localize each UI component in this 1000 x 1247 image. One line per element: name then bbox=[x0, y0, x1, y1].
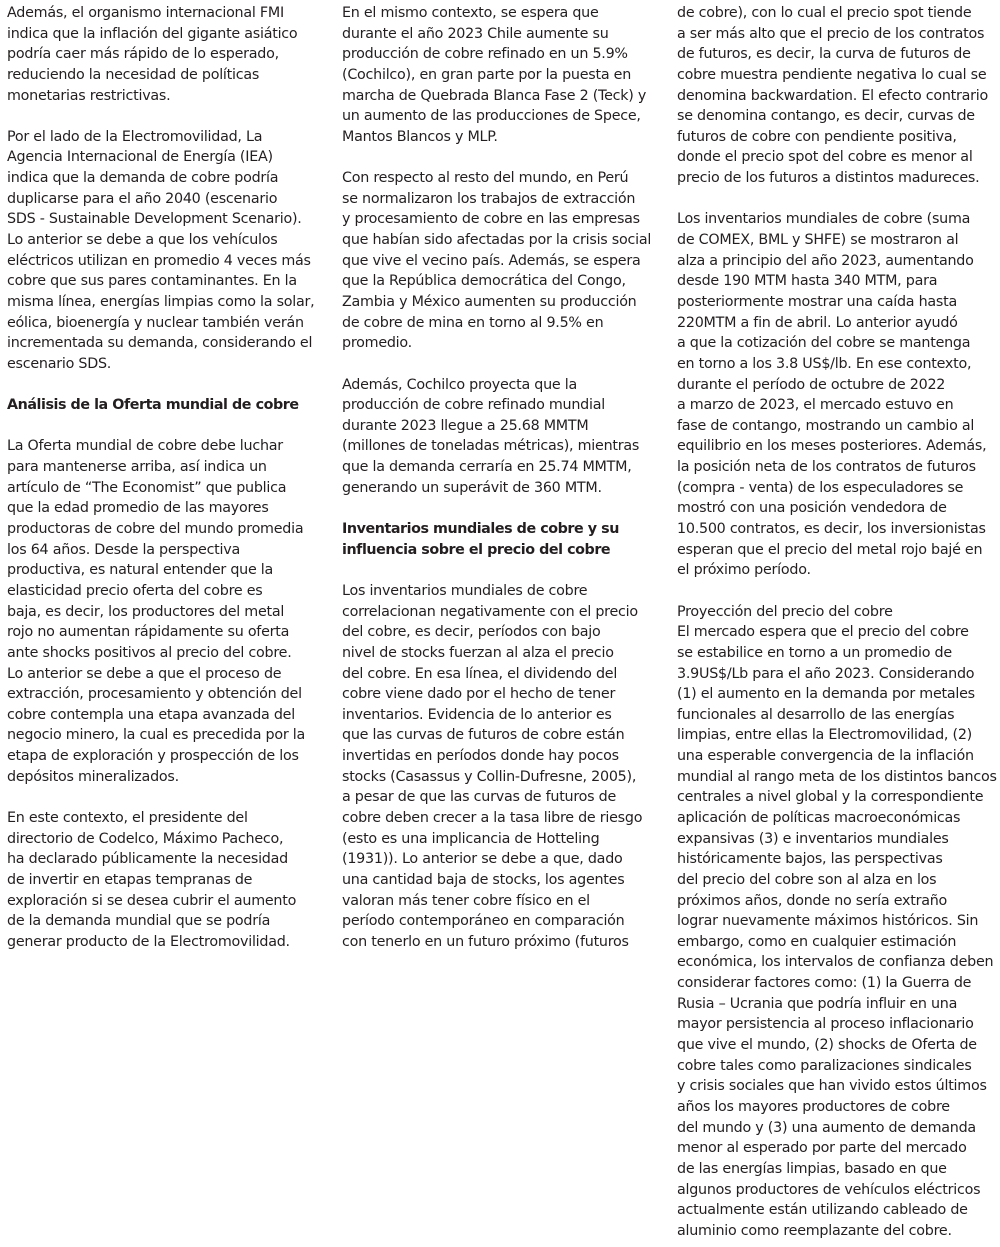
text-line: a que la cotización del cobre se mantenga bbox=[677, 335, 971, 352]
text-line: del precio del cobre son al alza en los bbox=[677, 871, 937, 888]
paragraph-gap bbox=[677, 581, 999, 602]
text-line: considerar factores como: (1) la Guerra de bbox=[677, 975, 972, 992]
text-line: rojo no aumentan rápidamente su oferta bbox=[7, 624, 290, 641]
paragraph-gap bbox=[342, 560, 664, 581]
text-line: extracción, procesamiento y obtención del bbox=[7, 686, 302, 703]
text-line: a marzo de 2023, el mercado estuvo en bbox=[677, 397, 954, 414]
text-line: mayor persistencia al proceso inflacionario bbox=[677, 1016, 974, 1033]
text-line: lograr nuevamente máximos históricos. Sin bbox=[677, 913, 979, 930]
text-line: Por el lado de la Electromovilidad, La bbox=[7, 128, 263, 145]
text-line: exploración si se desea cubrir el aumento bbox=[7, 892, 297, 909]
text-line: Lo anterior se debe a que los vehículos bbox=[7, 232, 278, 249]
text-line: de futuros, es decir, la curva de futuros de bbox=[677, 46, 971, 63]
text-line: que la edad promedio de las mayores bbox=[7, 500, 269, 517]
text-line: esperan que el precio del metal rojo bajé en bbox=[677, 541, 983, 558]
text-line: alza a principio del año 2023, aumentando bbox=[677, 252, 974, 269]
text-line: eléctricos utilizan en promedio 4 veces más bbox=[7, 252, 311, 269]
paragraph bbox=[7, 127, 323, 375]
paragraph bbox=[342, 581, 664, 953]
text-line: precio de los futuros a distintos madureces. bbox=[677, 170, 980, 187]
text-line: del cobre. En esa línea, el dividendo del bbox=[342, 665, 618, 682]
text-line: SDS - Sustainable Development Scenario). bbox=[7, 211, 302, 228]
text-line: Inventarios mundiales de cobre y su bbox=[342, 521, 619, 538]
text-line: cobre que sus pares contaminantes. En la bbox=[7, 273, 297, 290]
text-line: fase de contango, mostrando un cambio al bbox=[677, 417, 975, 434]
text-line: algunos productores de vehículos eléctricos bbox=[677, 1181, 981, 1198]
text-line: Los inventarios mundiales de cobre (suma bbox=[677, 211, 971, 228]
text-line: futuros de cobre con pendiente positiva, bbox=[677, 128, 957, 145]
text-line: y crisis sociales que han vivido estos últimos bbox=[677, 1078, 987, 1095]
text-line: aplicación de políticas macroeconómicas bbox=[677, 809, 961, 826]
text-line: escenario SDS. bbox=[7, 355, 112, 372]
text-line: influencia sobre el precio del cobre bbox=[342, 541, 611, 558]
text-line: valoran más tener cobre físico en el bbox=[342, 892, 590, 909]
text-line: que la demanda cerraría en 25.74 MMTM, bbox=[342, 459, 632, 476]
text-line: Zambia y México aumenten su producción bbox=[342, 293, 637, 310]
paragraph bbox=[342, 168, 664, 354]
paragraph-gap bbox=[342, 354, 664, 375]
text-line: funcionales al desarrollo de las energías bbox=[677, 706, 955, 723]
text-line: Además, Cochilco proyecta que la bbox=[342, 376, 577, 393]
text-line: históricamente bajos, las perspectivas bbox=[677, 851, 943, 868]
text-line: y procesamiento de cobre en las empresas bbox=[342, 211, 640, 228]
text-line: actualmente están utilizando cableado de bbox=[677, 1202, 968, 1219]
text-line: (esto es una implicancia de Hotteling bbox=[342, 830, 600, 847]
text-line: cobre tales como paralizaciones sindicales bbox=[677, 1057, 972, 1074]
section-heading bbox=[7, 395, 323, 416]
text-line: que vive el mundo, (2) shocks de Oferta de bbox=[677, 1037, 977, 1054]
text-line: stocks (Casassus y Collin-Dufresne, 2005), bbox=[342, 768, 637, 785]
text-line: elasticidad precio oferta del cobre es bbox=[7, 582, 263, 599]
section-heading bbox=[342, 519, 664, 560]
text-line: denomina backwardation. El efecto contrario bbox=[677, 87, 989, 104]
text-line: mundial al rango meta de los distintos bancos bbox=[677, 768, 997, 785]
text-line: desde 190 MTM hasta 340 MTM, para bbox=[677, 273, 938, 290]
text-line: donde el precio spot del cobre es menor al bbox=[677, 149, 973, 166]
text-line: a pesar de que las curvas de futuros de bbox=[342, 789, 617, 806]
text-line: marcha de Quebrada Blanca Fase 2 (Teck) y bbox=[342, 87, 647, 104]
text-line: que la República democrática del Congo, bbox=[342, 273, 626, 290]
text-line: expansivas (3) e inventarios mundiales bbox=[677, 830, 949, 847]
text-column-3 bbox=[677, 3, 999, 1241]
text-line: menor al esperado por parte del mercado bbox=[677, 1140, 967, 1157]
text-line: que vive el vecino país. Además, se espera bbox=[342, 252, 641, 269]
text-line: baja, es decir, los productores del metal bbox=[7, 603, 285, 620]
text-line: un aumento de las producciones de Spece, bbox=[342, 108, 641, 125]
text-line: período contemporáneo en comparación bbox=[342, 913, 625, 930]
text-line: se estabilice en torno a un promedio de bbox=[677, 644, 952, 661]
text-line: productoras de cobre del mundo promedia bbox=[7, 521, 304, 538]
text-line: cobre contempla una etapa avanzada del bbox=[7, 706, 295, 723]
text-line: una esperable convergencia de la inflación bbox=[677, 748, 974, 765]
text-line: del cobre, es decir, períodos con bajo bbox=[342, 624, 601, 641]
text-line: Además, el organismo internacional FMI bbox=[7, 5, 284, 21]
text-line: promedio. bbox=[342, 335, 412, 352]
text-line: se denomina contango, es decir, curvas de bbox=[677, 108, 975, 125]
paragraph-gap bbox=[7, 375, 323, 396]
text-line: durante 2023 llegue a 25.68 MMTM bbox=[342, 417, 589, 434]
text-line: depósitos mineralizados. bbox=[7, 768, 179, 785]
text-line: cobre deben crecer a la tasa libre de riesgo bbox=[342, 809, 643, 826]
text-line: ante shocks positivos al precio del cobre. bbox=[7, 644, 292, 661]
text-line: embargo, como en cualquier estimación bbox=[677, 933, 957, 950]
text-line: (1931)). Lo anterior se debe a que, dado bbox=[342, 851, 623, 868]
paragraph bbox=[7, 808, 323, 952]
text-line: misma línea, energías limpias como la solar, bbox=[7, 293, 315, 310]
text-line: inventarios. Evidencia de lo anterior es bbox=[342, 706, 612, 723]
text-line: reduciendo la necesidad de políticas bbox=[7, 66, 260, 83]
text-line: económica, los intervalos de confianza deben bbox=[677, 954, 994, 971]
paragraph bbox=[7, 436, 323, 787]
text-line: directorio de Codelco, Máximo Pacheco, bbox=[7, 830, 284, 847]
text-line: invertidas en períodos donde hay pocos bbox=[342, 748, 619, 765]
text-line: 3.9US$/Lb para el año 2023. Considerando bbox=[677, 665, 975, 682]
text-line: correlacionan negativamente con el precio bbox=[342, 603, 638, 620]
text-line: años los mayores productores de cobre bbox=[677, 1098, 950, 1115]
text-line: en torno a los 3.8 US$/lb. En ese contexto, bbox=[677, 355, 972, 372]
paragraph-gap bbox=[342, 498, 664, 519]
text-line: etapa de exploración y prospección de los bbox=[7, 748, 299, 765]
text-line: posteriormente mostrar una caída hasta bbox=[677, 293, 957, 310]
text-line: de la demanda mundial que se podría bbox=[7, 913, 271, 930]
paragraph-gap bbox=[7, 416, 323, 437]
text-line: cobre viene dado por el hecho de tener bbox=[342, 686, 616, 703]
text-line: aluminio como reemplazante del cobre. bbox=[677, 1222, 952, 1239]
text-line: Con respecto al resto del mundo, en Perú bbox=[342, 170, 629, 187]
text-line: cobre muestra pendiente negativa lo cual se bbox=[677, 66, 987, 83]
text-line: durante el año 2023 Chile aumente su bbox=[342, 25, 609, 42]
text-line: (millones de toneladas métricas), mientras bbox=[342, 438, 640, 455]
text-line: productiva, es natural entender que la bbox=[7, 562, 274, 579]
text-line: generando un superávit de 360 MTM. bbox=[342, 479, 602, 496]
paragraph bbox=[677, 209, 999, 581]
text-line: de COMEX, BML y SHFE) se mostraron al bbox=[677, 232, 959, 249]
text-line: 10.500 contratos, es decir, los inversionistas bbox=[677, 521, 986, 538]
text-line: de cobre de mina en torno al 9.5% en bbox=[342, 314, 604, 331]
paragraph bbox=[342, 375, 664, 499]
text-line: el próximo período. bbox=[677, 562, 811, 579]
paragraph bbox=[677, 3, 999, 189]
text-line: mostró con una posición vendedora de bbox=[677, 500, 947, 517]
text-line: (Cochilco), en gran parte por la puesta en bbox=[342, 66, 632, 83]
text-line: duplicarse para el año 2040 (escenario bbox=[7, 190, 278, 207]
text-line: de las energías limpias, basado en que bbox=[677, 1160, 947, 1177]
text-line: se normalizaron los trabajos de extracción bbox=[342, 190, 636, 207]
text-line: próximos años, donde no sería extraño bbox=[677, 892, 948, 909]
text-line: durante el período de octubre de 2022 bbox=[677, 376, 946, 393]
paragraph bbox=[7, 3, 323, 106]
paragraph bbox=[677, 602, 999, 1242]
text-line: a ser más alto que el precio de los contratos bbox=[677, 25, 985, 42]
text-line: Los inventarios mundiales de cobre bbox=[342, 582, 588, 599]
text-line: de invertir en etapas tempranas de bbox=[7, 871, 253, 888]
text-line: eólica, bioenergía y nuclear también verán bbox=[7, 314, 304, 331]
text-line: la posición neta de los contratos de futuros bbox=[677, 459, 976, 476]
text-line: una cantidad baja de stocks, los agentes bbox=[342, 871, 625, 888]
text-line: Mantos Blancos y MLP. bbox=[342, 128, 498, 145]
text-line: En el mismo contexto, se espera que bbox=[342, 5, 599, 21]
text-line: indica que la demanda de cobre podría bbox=[7, 170, 279, 187]
text-line: Proyección del precio del cobre bbox=[677, 603, 893, 620]
text-column-1 bbox=[7, 3, 323, 952]
text-line: que las curvas de futuros de cobre están bbox=[342, 727, 625, 744]
paragraph-gap bbox=[7, 787, 323, 808]
paragraph-gap bbox=[7, 106, 323, 127]
text-column-2 bbox=[342, 3, 664, 952]
text-line: Agencia Internacional de Energía (IEA) bbox=[7, 149, 273, 166]
text-line: producción de cobre refinado en un 5.9% bbox=[342, 46, 628, 63]
text-line: con tenerlo en un futuro próximo (futuros bbox=[342, 933, 629, 950]
text-line: indica que la inflación del gigante asiático bbox=[7, 25, 298, 42]
text-line: El mercado espera que el precio del cobre bbox=[677, 624, 969, 641]
text-line: de cobre), con lo cual el precio spot tiende bbox=[677, 5, 972, 21]
text-line: para mantenerse arriba, así indica un bbox=[7, 459, 267, 476]
text-line: negocio minero, la cual es precedida por la bbox=[7, 727, 305, 744]
text-line: artículo de “The Economist” que publica bbox=[7, 479, 287, 496]
text-line: ha declarado públicamente la necesidad bbox=[7, 851, 288, 868]
text-line: limpias, entre ellas la Electromovilidad, (2) bbox=[677, 727, 972, 744]
text-line: nivel de stocks fuerzan al alza el precio bbox=[342, 644, 614, 661]
text-line: La Oferta mundial de cobre debe luchar bbox=[7, 438, 283, 455]
text-line: producción de cobre refinado mundial bbox=[342, 397, 605, 414]
paragraph-gap bbox=[677, 189, 999, 210]
text-line: centrales a nivel global y la correspondiente bbox=[677, 789, 984, 806]
text-line: que habían sido afectadas por la crisis social bbox=[342, 232, 652, 249]
text-line: Rusia – Ucrania que podría influir en una bbox=[677, 995, 958, 1012]
text-line: 220MTM a fin de abril. Lo anterior ayudó bbox=[677, 314, 958, 331]
text-line: Análisis de la Oferta mundial de cobre bbox=[7, 397, 299, 414]
text-line: (1) el aumento en la demanda por metales bbox=[677, 686, 975, 703]
text-line: Lo anterior se debe a que el proceso de bbox=[7, 665, 282, 682]
text-line: equilibrio en los meses posteriores. Además, bbox=[677, 438, 987, 455]
text-line: del mundo y (3) una aumento de demanda bbox=[677, 1119, 976, 1136]
text-line: los 64 años. Desde la perspectiva bbox=[7, 541, 240, 558]
paragraph-gap bbox=[342, 147, 664, 168]
text-line: monetarias restrictivas. bbox=[7, 87, 171, 104]
text-line: En este contexto, el presidente del bbox=[7, 809, 248, 826]
text-line: generar producto de la Electromovilidad. bbox=[7, 933, 290, 950]
text-line: (compra - venta) de los especuladores se bbox=[677, 479, 964, 496]
text-line: incrementada su demanda, considerando el bbox=[7, 335, 313, 352]
text-line: podría caer más rápido de lo esperado, bbox=[7, 46, 279, 63]
paragraph bbox=[342, 3, 664, 147]
